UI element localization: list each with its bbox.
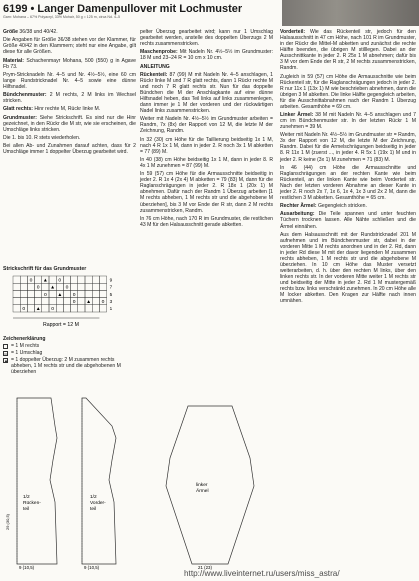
yarnover-symbol-icon: o — [101, 299, 105, 305]
chart-row-number: 5 — [109, 291, 113, 297]
yarnover-symbol-icon: o — [72, 299, 76, 305]
legend-item-knit — [3, 343, 137, 349]
paragraph-text: Aus dem Halsausschnitt mit der Rundstricknadel 201 M aufnehmen und im Bündchenmuster str, dabei in der vorderen Mitte 1 M rechts anordnen und in der 2. Rd, dann in jeder Rd diese M mit der davor liegenden M zusammen rechts abheben, 1 M rechts str und die abgehobene M überziehen. In 10 cm Höhe das Muster versetzt weiterarbeiten, d. h. über den rechten M links, über den linken rechts str. In der vorderen Mitte weiter 1 M rechts str und beidseitig der Mitte in jeder 2. Rd 1 M mustergemäß rechts bzw. links verschränkt zunehmen. In 20 cm Höhe alle M locker abketten. Den Kragen zur Hälfte nach innen umnähen. — [280, 231, 416, 305]
paragraph-heading: Material: — [3, 57, 24, 64]
paragraph — [3, 58, 136, 70]
chart-cell — [56, 305, 63, 312]
chart-cell — [78, 298, 85, 305]
paragraph — [140, 137, 273, 155]
paragraph-text: 38 M mit Nadeln Nr. 4–5 anschlagen und 7 cm im Bündchenmuster str. In der letzten Rückr 1 M zunehmen = 39 M. — [280, 111, 416, 131]
yarnover-symbol-icon: o — [44, 291, 47, 298]
chart-cell — [85, 290, 92, 297]
schematic-front — [72, 398, 138, 575]
chart-cell — [85, 276, 92, 283]
chart-cell — [13, 305, 20, 312]
paragraph-text: Die Teile spannen und unter feuchten Tüchern trocknen lassen. Alle Nähte schließen und die Ärmel einnähen. — [280, 211, 416, 230]
paragraph — [3, 37, 136, 55]
paragraph-text: Gegengleich stricken. — [316, 203, 367, 210]
yarnover-symbol-icon: o — [29, 277, 33, 284]
page-title: 6199 • Langer Damenpullover mit Lochmuster — [3, 3, 243, 15]
paragraph — [140, 157, 273, 169]
chart-cell — [63, 276, 70, 283]
chart-row-number: 1 — [109, 306, 113, 312]
chart-cell — [71, 283, 78, 290]
paragraph-text: Die Angaben für Größe 36/38 stehen vor der Klammer, für Größe 40/42 in den Klammern; steht nur eine Angabe, gilt diese für alle Größen. — [3, 37, 136, 56]
chart-cell — [99, 276, 106, 283]
paragraph-text: pelter Überzug gearbeitet wird; kann nur 1 Umschlag gearbeitet werden, anstelle des doppelten Überzugs 2 M rechts zusammenstricken. — [140, 29, 273, 48]
chart-cell — [49, 298, 56, 305]
chart-cell — [99, 290, 106, 297]
legend-text: = 1 Umschlag — [11, 350, 43, 357]
chart-cell — [49, 290, 56, 297]
paragraph — [3, 29, 136, 35]
paragraph-text: Weiter mit Nadeln Nr. 4½–5½ im Grundmuster str = Randm, 3x der Rapport von 12 M, die letzte M der Zeichnung, Randm. Dabei für die Armelschrägungen beidseitig in jeder 8. R 11x 1 M (zuerst ..., in jeder 4. R 5x 1 (19x 1) M und in jeder 2. R keine (3x 1) M zunehmen = 71 (83) M. — [280, 132, 416, 163]
chart-cell — [27, 290, 34, 297]
paragraph-heading: Rückenteil: — [140, 71, 168, 78]
legend-text: = 1 M rechts — [11, 343, 40, 350]
paragraph — [3, 135, 136, 141]
chart-cell — [27, 283, 34, 290]
chart-cell — [71, 305, 78, 312]
chart-cell — [13, 298, 20, 305]
chart-cell — [35, 298, 42, 305]
paragraph-text: Siehe Strickschrift. Es sind nur die Hinr gezeichnet, in den Rückr die M str, wie sie erscheinen, die Umschläge links stricken. — [3, 114, 136, 133]
chart-cell — [35, 290, 42, 297]
yarnover-symbol-icon: o — [4, 350, 7, 356]
chart-cell — [13, 283, 20, 290]
front-hem-size: 9 (10,5) — [84, 565, 100, 570]
paragraph-heading: Größe — [3, 29, 19, 35]
schematic-back — [3, 398, 71, 575]
paragraph-heading: Grundmuster: — [3, 114, 37, 121]
double-decrease-symbol-icon: ▲ — [4, 357, 8, 363]
chart-cell — [27, 298, 34, 305]
back-label-main: Rücken- — [23, 501, 41, 506]
knit-symbol-icon — [3, 344, 8, 349]
yarnover-symbol-icon: o — [36, 284, 40, 291]
chart-row-number: 3 — [109, 299, 113, 304]
paragraph-heading: Maschenprobe: — [140, 49, 178, 56]
paragraph — [3, 143, 136, 155]
paragraph — [280, 132, 416, 162]
yarnover-symbol-icon: o — [58, 277, 62, 284]
chart-cell — [20, 298, 27, 305]
paragraph — [3, 115, 136, 133]
paragraph-text: Zugleich in 59 (57) cm Höhe die Armausschnitte wie beim Rückenteil str, für die Raglanschrägungen jedoch in jeder 2. R nur 11x 1 (13x 1) M wie beschrieben abnehmen, dann die übrigen 3 M abketten. Die linke Hälfte gegengleich arbeiten, für die Ausschnittabnahmen nach der Randm 1 Überzug arbeiten. Gesamthöhe = 69 cm. — [280, 73, 416, 110]
double-decrease-symbol-icon: ▲ — [42, 277, 48, 284]
chart-row-number: 9 — [109, 277, 113, 283]
paragraph-text: Prym-Stricknadeln Nr. 4–5 und Nr. 4½–5½, eine 60 cm lange Rundstricknadel Nr. 4–5 sowie eine dünne Hilfsnadel. — [3, 71, 136, 90]
paragraph — [140, 64, 273, 70]
source-url[interactable]: http://www.liveinternet.ru/users/miss_astra/ — [184, 569, 340, 578]
legend-heading: Zeichenerklärung — [3, 336, 46, 342]
paragraph-text: Bei allen Ab- und Zunahmen darauf achten, dass für 2 Umschläge immer 1 doppelter Überzug gearbeitet wird. — [3, 143, 136, 156]
chart-cell — [99, 305, 106, 312]
chart-cell — [78, 290, 85, 297]
chart-cell — [56, 283, 63, 290]
chart-cell — [42, 298, 49, 305]
sleeve-label-2: Ärmel — [196, 489, 209, 494]
front-label-part: teil — [90, 507, 97, 512]
paragraph-text: Weiter mit Nadeln Nr. 4½–5½ im Grundmuster arbeiten = Randm, 7x (8x) der Rapport von 12 M, die letzte M der Zeichnung, Randm. — [140, 116, 273, 135]
front-label-main: Vorder- — [90, 501, 106, 506]
chart-cell — [78, 283, 85, 290]
column-2 — [140, 29, 273, 230]
paragraph — [3, 92, 136, 104]
chart-cell — [92, 276, 99, 283]
paragraph — [140, 171, 273, 213]
chart-cell — [92, 290, 99, 297]
paragraph — [3, 72, 136, 90]
paragraph-heading: Rechter Ärmel: — [280, 203, 317, 210]
double-decrease-symbol-icon: ▲ — [35, 306, 41, 313]
footer — [0, 569, 419, 580]
paragraph-text: Die 1. bis 10. R stets wiederholen. — [3, 135, 81, 142]
chart-cell — [42, 305, 49, 312]
chart-cell — [63, 298, 70, 305]
back-side-size: 29 (30,5) — [5, 513, 10, 530]
yarnover-symbol-icon: o — [65, 284, 69, 291]
column-3 — [280, 29, 416, 307]
chart-cell — [13, 276, 20, 283]
paragraph-heading: Glatt rechts: — [3, 106, 34, 113]
paragraph-text: In 40 (38) cm Höhe beidseitig 1x 1 M, dann in jeder 8. R 4x 1 M zunehmen = 87 (99) M. — [140, 157, 273, 170]
chart-cell — [85, 305, 92, 312]
paragraph — [280, 112, 416, 130]
chart-cell — [99, 283, 106, 290]
yarnover-symbol-icon: o — [22, 306, 26, 313]
header — [3, 3, 275, 20]
paragraph-text: 36/38 und 40/42. — [18, 29, 58, 35]
double-decrease-symbol-icon: ▲ — [86, 299, 92, 305]
paragraph-heading: Ausarbeitung: — [280, 211, 315, 218]
repeat-label: Rapport = 12 M — [43, 322, 79, 328]
back-label-part: teil — [23, 507, 30, 512]
paragraph-heading: Linker Ärmel: — [280, 111, 314, 118]
paragraph-heading: ANLEITUNG — [140, 63, 170, 70]
legend — [3, 336, 137, 376]
schematic-sleeve — [150, 398, 270, 575]
paragraph — [280, 211, 416, 229]
paragraph-text: 87 (99) M mit Nadeln Nr. 4–5 anschlagen, 1 Rückr linke M und 7 R glatt rechts, dann 1 Rückr rechte M und noch 7 R glatt rechts str. Nun für das doppelte Bündchen die M der Anschlagkante auf eine dünne Hilfsnadel heben, das Teil links auf links zusammenlegen, dann immer je 1 M der vorderen und der rückwärtigen Nadel links zusammenstricken. — [140, 71, 273, 115]
chart-cell — [78, 276, 85, 283]
chart-cell — [78, 305, 85, 312]
paragraph — [3, 106, 136, 112]
chart-cell — [63, 290, 70, 297]
chart-cell — [13, 290, 20, 297]
paragraph-text: Schachenmayr Mohana, 500 (550) g in Agave Fb 73. — [3, 57, 136, 70]
paragraph-text: In 46 (44) cm Höhe die Armausschnitte und Raglanschrägungen an der rechten Kante wie beim Rückenteil, an der linken Kante wie beim Vorderteil str. Nach der letzten vorderen Abnahme an dieser Kante in jeder 2. R noch 2x 7, 1x 6, 1x 4, 1x 3 und 2x 2 M, dann die restlichen 3 M abketten. Gesamthöhe = 65 cm. — [280, 164, 416, 201]
chart-cell — [49, 276, 56, 283]
paragraph-text: In 32 (30) cm Höhe für die Taillierung beidseitig 1x 1 M, nach 4 R 1x 1 M, dann in jeder 2. R noch 3x 1 M abketten = 77 (89) M. — [140, 136, 273, 155]
front-label-half: 1/2 — [90, 495, 97, 500]
paragraph — [280, 74, 416, 110]
chart-cell — [56, 298, 63, 305]
chart-row-number: 7 — [109, 284, 113, 290]
paragraph-text: Mit Nadeln Nr. 4½–5½ im Grundmuster: 18 M und 23–24 R = 10 cm x 10 cm. — [140, 49, 273, 62]
chart-cell — [92, 305, 99, 312]
legend-item-yarnover — [3, 350, 137, 356]
paragraph — [280, 203, 416, 209]
paragraph — [280, 232, 416, 305]
paragraph — [140, 29, 273, 47]
legend-text: = 1 doppelter Überzug: 2 M zusammen rechts abheben, 1 M rechts str und die abgehobenen M überziehen — [11, 357, 121, 376]
chart-cell — [71, 276, 78, 283]
paragraph-text: 2 M rechts, 2 M links im Wechsel stricken. — [3, 92, 136, 105]
chart-cell — [92, 298, 99, 305]
sleeve-label-1: linker — [196, 483, 208, 488]
sleeve-hem-size: 21 (23) — [198, 565, 212, 570]
chart-heading: Strickschrift für das Grundmuster — [3, 266, 87, 272]
paragraph — [280, 165, 416, 201]
legend-item-decrease — [3, 357, 137, 375]
paragraph-text: Wie das Rückenteil str, jedoch für den Halsausschnitt in 47 cm Höhe, nach 101 R im Grundmuster, in der Rückr die Mittel-M abketten und zunächst die rechte Hälfte beenden, die übrigen M stilllegen. Dabei an der Ausschnittkante in jeder 2. R 25x 1 M abnehmen; dafür bis 3 M vor dem Ende der R str, 2 M rechts zusammenstricken, Randm. — [280, 29, 416, 72]
chart-cell — [35, 276, 42, 283]
chart-cell — [85, 283, 92, 290]
paragraph-heading: Vorderteil: — [280, 29, 306, 35]
chart-cell — [42, 283, 49, 290]
column-1 — [3, 29, 136, 158]
paragraph-text: Hinr rechte M, Rückr linke M. — [33, 106, 101, 113]
yarnover-symbol-icon: o — [51, 306, 54, 313]
paragraph — [140, 116, 273, 134]
yarnover-symbol-icon: o — [72, 291, 76, 298]
back-label-half: 1/2 — [23, 495, 30, 500]
double-decrease-symbol-icon: ▲ — [50, 284, 56, 291]
back-hem-size: 9 (10,5) — [19, 565, 35, 570]
paragraph-text: In 76 cm Höhe, nach 170 R im Grundmuster, die restlichen 43 M für den Halsausschnitt gerade abketten. — [140, 215, 273, 228]
paragraph-text: In 59 (57) cm Höhe für die Armausschnitte beidseitig in jeder 2. R 1x 4 (2x 4) M abketten = 79 (83) M, dann für die Raglanschrägungen in jeder 2. R 18x 1 (20x 1) M abnehmen. Dafür nach der Randm 1 Überzug arbeiten [1 M rechts abheben, 1 M rechts str und die abgehobene M überziehen], bis 3 M vor Ende der R str, dann 2 M rechts zusammenstricken, Randm. — [140, 171, 273, 214]
chart-cell — [20, 290, 27, 297]
chart-cell — [92, 283, 99, 290]
yarn-subtitle: Garn: Mohana – 67% Polyacryl, 33% Mohair, 50 g = 125 m, circa Nd. 4–5 — [3, 15, 120, 19]
chart-cell — [20, 283, 27, 290]
garment-photo-crop — [282, 0, 419, 26]
chart-cell — [63, 305, 70, 312]
paragraph — [140, 216, 273, 228]
paragraph — [280, 29, 416, 71]
paragraph-heading: Bündchenmuster: — [3, 92, 47, 99]
chart-cell — [20, 276, 27, 283]
chart-cell — [27, 305, 34, 312]
paragraph — [140, 72, 273, 114]
knitting-chart — [3, 274, 133, 332]
double-decrease-symbol-icon: ▲ — [57, 291, 63, 298]
paragraph — [140, 49, 273, 61]
